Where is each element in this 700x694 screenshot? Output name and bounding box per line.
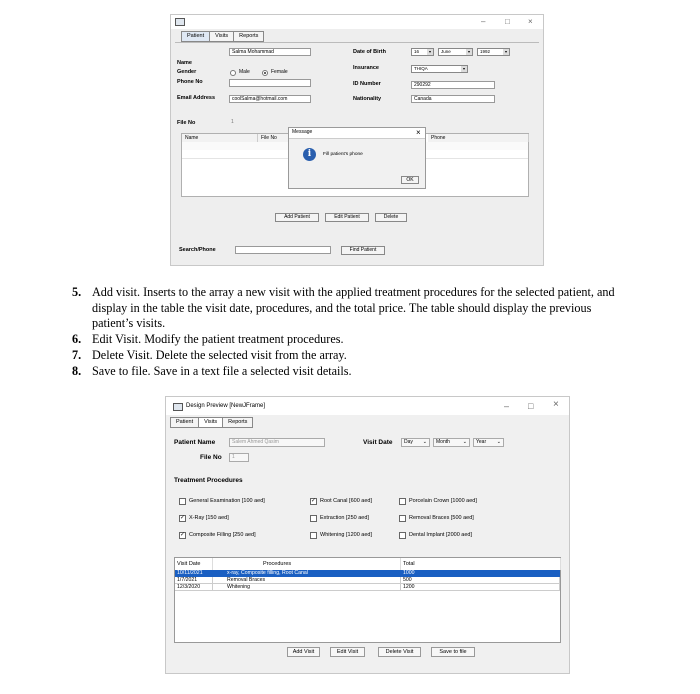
general-examination-label: General Examination [100 aed] [189, 498, 265, 504]
dialog-title: Message [292, 129, 313, 135]
table-row[interactable] [175, 584, 560, 591]
dob-year-select[interactable] [477, 48, 510, 56]
tab-visits[interactable]: Visits [198, 417, 223, 428]
male-label: Male [239, 69, 250, 75]
year-value: Year [476, 439, 487, 445]
save-to-file-button[interactable]: Save to file [431, 647, 475, 657]
visit-date-cell: 12/3/2020 [175, 584, 213, 591]
dropdown-arrow-icon: ▾ [467, 49, 470, 54]
gender-label: Gender [177, 69, 197, 75]
minimize-button[interactable]: – [504, 401, 510, 411]
dob-month-value: June [441, 49, 451, 54]
dob-day-value: 16 [414, 49, 420, 54]
nationality-input[interactable]: Canada [411, 95, 495, 103]
email-label: Email Address [177, 95, 216, 101]
window-title: Design Preview [NewJFrame] [186, 403, 266, 409]
dropdown-arrow-icon: ▾ [504, 49, 507, 54]
insurance-select[interactable] [411, 65, 468, 73]
phone-label: Phone No [177, 79, 203, 85]
delete-visit-button[interactable]: Delete Visit [378, 647, 421, 657]
information-icon: i [303, 148, 316, 161]
porcelain-crown-label: Porcelain Crown [1000 aed] [409, 498, 477, 504]
ok-button[interactable]: OK [401, 176, 419, 184]
dob-label: Date of Birth [353, 49, 386, 55]
edit-visit-button[interactable]: Edit Visit [330, 647, 365, 657]
minimize-button[interactable]: – [481, 17, 486, 26]
patient-name-field: Salem Ahmed Qasim [229, 438, 325, 447]
list-item [72, 285, 632, 332]
item-number: 5. [72, 285, 82, 299]
x-ray-label: X-Ray [150 aed] [189, 515, 229, 521]
total-cell: 1000 [401, 570, 560, 577]
column-header-file-no[interactable]: File No [258, 134, 328, 142]
tab-reports[interactable]: Reports [233, 31, 264, 42]
insurance-label: Insurance [353, 65, 379, 71]
dialog-message: Fill patient's phone [323, 152, 363, 157]
search-input[interactable] [235, 246, 331, 254]
visits-window [165, 396, 570, 674]
chevron-down-icon: ⌄ [462, 439, 467, 445]
composite-filling-checkbox[interactable] [179, 532, 186, 539]
id-number-input[interactable]: 290292 [411, 81, 495, 89]
delete-button[interactable]: Delete [375, 213, 407, 222]
column-header-phone[interactable]: Phone [428, 134, 529, 142]
insurance-value: THIQA [414, 66, 428, 71]
list-item [72, 348, 632, 364]
check-icon: ✓ [180, 515, 186, 521]
day-value: Day [404, 439, 413, 445]
item-number: 6. [72, 332, 82, 346]
tab-bar [170, 417, 252, 428]
column-header-procedures[interactable]: Procedures [213, 558, 401, 570]
visit-date-label: Visit Date [363, 439, 393, 446]
whitening-label: Whitening [1200 aed] [320, 532, 372, 538]
female-label: Female [271, 69, 288, 75]
dob-year-value: 1992 [480, 49, 491, 54]
phone-input[interactable] [229, 79, 311, 87]
porcelain-crown-checkbox[interactable] [399, 498, 406, 505]
root-canal-checkbox[interactable] [310, 498, 317, 505]
app-icon [173, 403, 183, 411]
close-button[interactable]: × [553, 399, 559, 410]
column-header-total[interactable]: Total [401, 558, 561, 570]
list-item [72, 364, 632, 380]
tab-reports[interactable]: Reports [222, 417, 253, 428]
nationality-label: Nationality [353, 96, 382, 102]
removal-braces-checkbox[interactable] [399, 515, 406, 522]
item-number: 7. [72, 348, 82, 362]
treatment-procedures-label: Treatment Procedures [174, 477, 243, 484]
check-icon: ✓ [180, 532, 186, 538]
item-number: 8. [72, 364, 82, 378]
find-patient-button[interactable]: Find Patient [341, 246, 385, 255]
procedures-cell: Whitening [213, 584, 401, 591]
male-radio[interactable] [230, 70, 236, 76]
file-no-field: 1 [229, 453, 249, 462]
composite-filling-label: Composite Filling [250 aed] [189, 532, 256, 538]
tab-visits[interactable]: Visits [209, 31, 234, 42]
search-label: Search/Phone [179, 247, 216, 253]
file-no-label: File No [200, 454, 222, 461]
visits-table[interactable] [174, 557, 561, 643]
close-button[interactable]: × [528, 17, 533, 26]
procedures-cell: Removal Braces [213, 577, 401, 584]
email-input[interactable]: coolSalma@hotmail.com [229, 95, 311, 103]
add-patient-button[interactable]: Add Patient [275, 213, 319, 222]
chevron-down-icon: ⌄ [422, 439, 427, 445]
id-number-label: ID Number [353, 81, 381, 87]
edit-patient-button[interactable]: Edit Patient [325, 213, 369, 222]
root-canal-label: Root Canal [600 aed] [320, 498, 372, 504]
name-label: Name [177, 60, 192, 66]
dob-day-select[interactable] [411, 48, 434, 56]
item-text: Save to file. Save in a text file a selected visit details. [92, 364, 352, 378]
column-header-visit-date[interactable]: Visit Date [175, 558, 213, 570]
item-text: Add visit. Inserts to the array a new visit with the applied treatment procedures for the selected patient, and display in the table the visit date, procedures, and the total price. The table should display the previous patient’s visits. [92, 285, 615, 330]
maximize-button[interactable]: □ [505, 17, 510, 26]
item-text: Edit Visit. Modify the patient treatment procedures. [92, 332, 344, 346]
tab-bar [181, 31, 263, 42]
total-cell: 500 [401, 577, 560, 584]
table-row[interactable] [175, 570, 560, 577]
dialog-close-button[interactable]: × [416, 128, 421, 137]
dropdown-arrow-icon: ▾ [462, 66, 465, 71]
female-radio[interactable] [262, 70, 268, 76]
year-select[interactable] [473, 438, 504, 447]
extraction-checkbox[interactable] [310, 515, 317, 522]
tab-divider [175, 42, 539, 43]
add-visit-button[interactable]: Add Visit [287, 647, 320, 657]
check-icon: ✓ [311, 498, 317, 504]
tab-patient[interactable]: Patient [181, 31, 210, 42]
visit-date-cell: 10/11/2021 [175, 570, 213, 577]
dialog-title-bar [289, 128, 425, 139]
chevron-down-icon: ⌄ [496, 439, 501, 445]
general-examination-checkbox[interactable] [179, 498, 186, 505]
month-select[interactable] [433, 438, 470, 447]
patient-window [170, 14, 544, 266]
name-input[interactable]: Salma Mohammad [229, 48, 311, 56]
patient-name-label: Patient Name [174, 439, 216, 446]
dental-implant-checkbox[interactable] [399, 532, 406, 539]
column-header-name[interactable]: Name [182, 134, 258, 142]
dental-implant-label: Dental Implant [2000 aed] [409, 532, 472, 538]
table-row[interactable] [175, 577, 560, 584]
message-dialog [288, 127, 426, 189]
file-no-value: 1 [231, 119, 234, 125]
x-ray-checkbox[interactable] [179, 515, 186, 522]
app-icon [175, 18, 185, 26]
dob-month-select[interactable] [438, 48, 473, 56]
day-select[interactable] [401, 438, 430, 447]
extraction-label: Extraction [250 aed] [320, 515, 369, 521]
whitening-checkbox[interactable] [310, 532, 317, 539]
title-bar [166, 397, 569, 415]
procedures-cell: x-ray, Composite filling, Root Canal [213, 570, 401, 577]
dropdown-arrow-icon: ▾ [428, 49, 431, 54]
list-item [72, 332, 632, 348]
maximize-button[interactable]: □ [528, 401, 534, 411]
title-bar [171, 15, 543, 29]
month-value: Month [436, 439, 450, 445]
removal-braces-label: Removal Braces [500 aed] [409, 515, 474, 521]
visit-date-cell: 1/7/2021 [175, 577, 213, 584]
file-no-label: File No [177, 120, 196, 126]
total-cell: 1200 [401, 584, 560, 591]
tab-patient[interactable]: Patient [170, 417, 199, 428]
item-text: Delete Visit. Delete the selected visit from the array. [92, 348, 347, 362]
